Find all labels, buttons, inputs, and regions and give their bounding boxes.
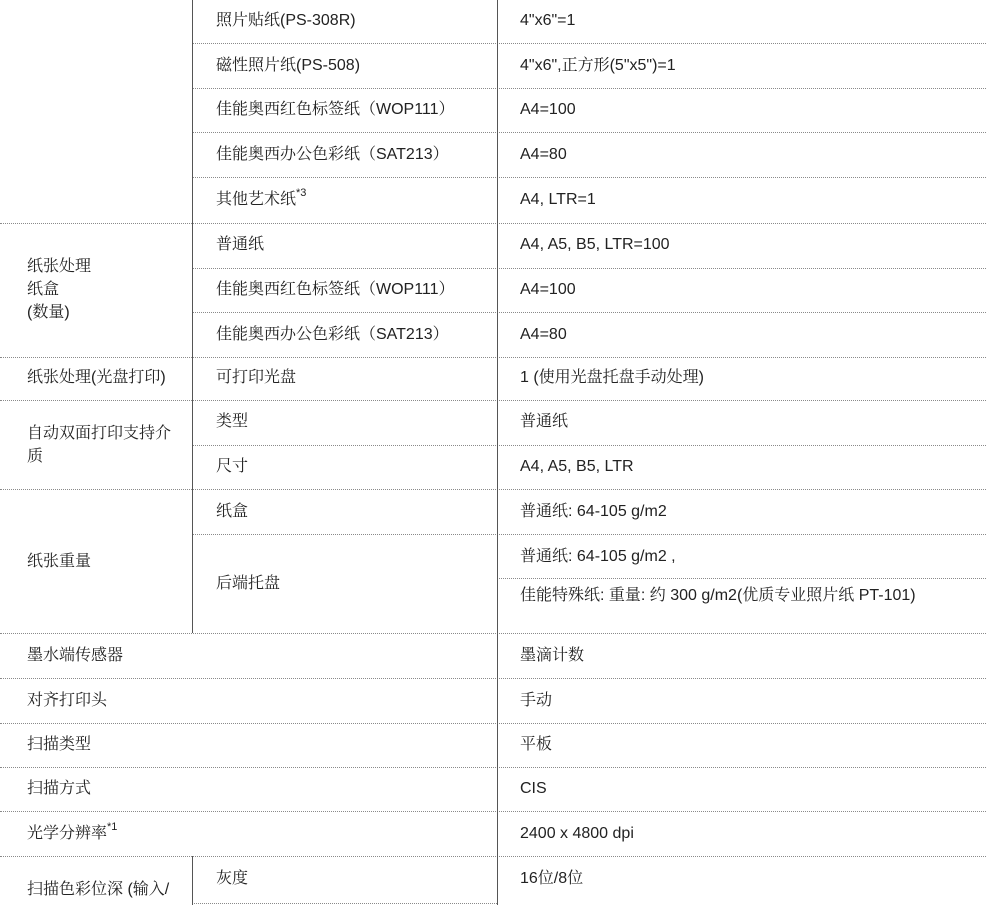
paper-weight-label: 纸张重量 bbox=[27, 553, 92, 570]
color-depth-label: 扫描色彩位深 (输入/ bbox=[27, 881, 170, 898]
paper-type-label: 照片贴纸(PS-308R) bbox=[216, 12, 356, 29]
weight-rear-tray-label: 后端托盘 bbox=[216, 575, 281, 592]
weight-cassette-value: 普通纸: 64-105 g/m2 bbox=[520, 503, 667, 520]
paper-capacity-value: 4"x6"=1 bbox=[520, 12, 576, 29]
paper-type-label bbox=[216, 186, 307, 211]
paper-capacity-value: A4=100 bbox=[520, 281, 576, 298]
footnote-mark: *3 bbox=[296, 186, 307, 199]
optical-resolution-label bbox=[27, 820, 118, 845]
paper-type-text: 其他艺术纸 bbox=[216, 191, 297, 208]
duplex-group-label-line: 自动双面打印支持介 bbox=[27, 425, 172, 442]
paper-capacity-value: A4, A5, B5, LTR=100 bbox=[520, 236, 670, 253]
ink-end-sensor-value: 墨滴计数 bbox=[520, 647, 585, 664]
weight-cassette-label: 纸盒 bbox=[216, 503, 249, 520]
paper-type-label: 佳能奥西办公色彩纸（SAT213） bbox=[216, 326, 449, 343]
paper-type-label: 佳能奥西红色标签纸（WOP111） bbox=[216, 101, 455, 118]
duplex-size-label: 尺寸 bbox=[216, 458, 249, 475]
cassette-group-label-line: (数量) bbox=[27, 304, 70, 321]
print-head-alignment-label: 对齐打印头 bbox=[27, 692, 108, 709]
paper-type-label: 佳能奥西红色标签纸（WOP111） bbox=[216, 281, 455, 298]
cassette-group-label-line: 纸盒 bbox=[27, 281, 60, 298]
scanner-type-label: 扫描类型 bbox=[27, 736, 92, 753]
disc-type-label: 可打印光盘 bbox=[216, 369, 297, 386]
scan-method-value: CIS bbox=[520, 780, 547, 797]
ink-end-sensor-label: 墨水端传感器 bbox=[27, 647, 124, 664]
paper-type-label: 磁性照片纸(PS-508) bbox=[216, 57, 361, 74]
scan-method-label: 扫描方式 bbox=[27, 780, 92, 797]
weight-rear-tray-value: 普通纸: 64-105 g/m2 , bbox=[520, 548, 676, 565]
cassette-group-label-line: 纸张处理 bbox=[27, 258, 92, 275]
optical-resolution-value: 2400 x 4800 dpi bbox=[520, 825, 634, 842]
scanner-type-value: 平板 bbox=[520, 736, 553, 753]
paper-capacity-value: 4"x6",正方形(5"x5")=1 bbox=[520, 57, 676, 74]
grayscale-value: 16位/8位 bbox=[520, 870, 584, 887]
grayscale-label: 灰度 bbox=[216, 870, 249, 887]
weight-rear-tray-special-value: 佳能特殊纸: 重量: 约 300 g/m2(优质专业照片纸 PT-101) bbox=[520, 587, 916, 604]
duplex-group-label-line: 质 bbox=[27, 448, 44, 465]
paper-capacity-value: A4=100 bbox=[520, 101, 576, 118]
footnote-mark: *1 bbox=[107, 820, 118, 833]
duplex-size-value: A4, A5, B5, LTR bbox=[520, 458, 634, 475]
optical-resolution-text: 光学分辨率 bbox=[27, 825, 108, 842]
duplex-type-label: 类型 bbox=[216, 413, 249, 430]
paper-type-label: 普通纸 bbox=[216, 236, 265, 253]
paper-capacity-value: A4=80 bbox=[520, 326, 567, 343]
paper-capacity-value: A4=80 bbox=[520, 146, 567, 163]
paper-type-label: 佳能奥西办公色彩纸（SAT213） bbox=[216, 146, 449, 163]
paper-capacity-value: A4, LTR=1 bbox=[520, 191, 596, 208]
disc-printing-label: 纸张处理(光盘打印) bbox=[27, 369, 166, 386]
duplex-type-value: 普通纸 bbox=[520, 413, 569, 430]
print-head-alignment-value: 手动 bbox=[520, 692, 553, 709]
disc-capacity-value: 1 (使用光盘托盘手动处理) bbox=[520, 369, 705, 386]
